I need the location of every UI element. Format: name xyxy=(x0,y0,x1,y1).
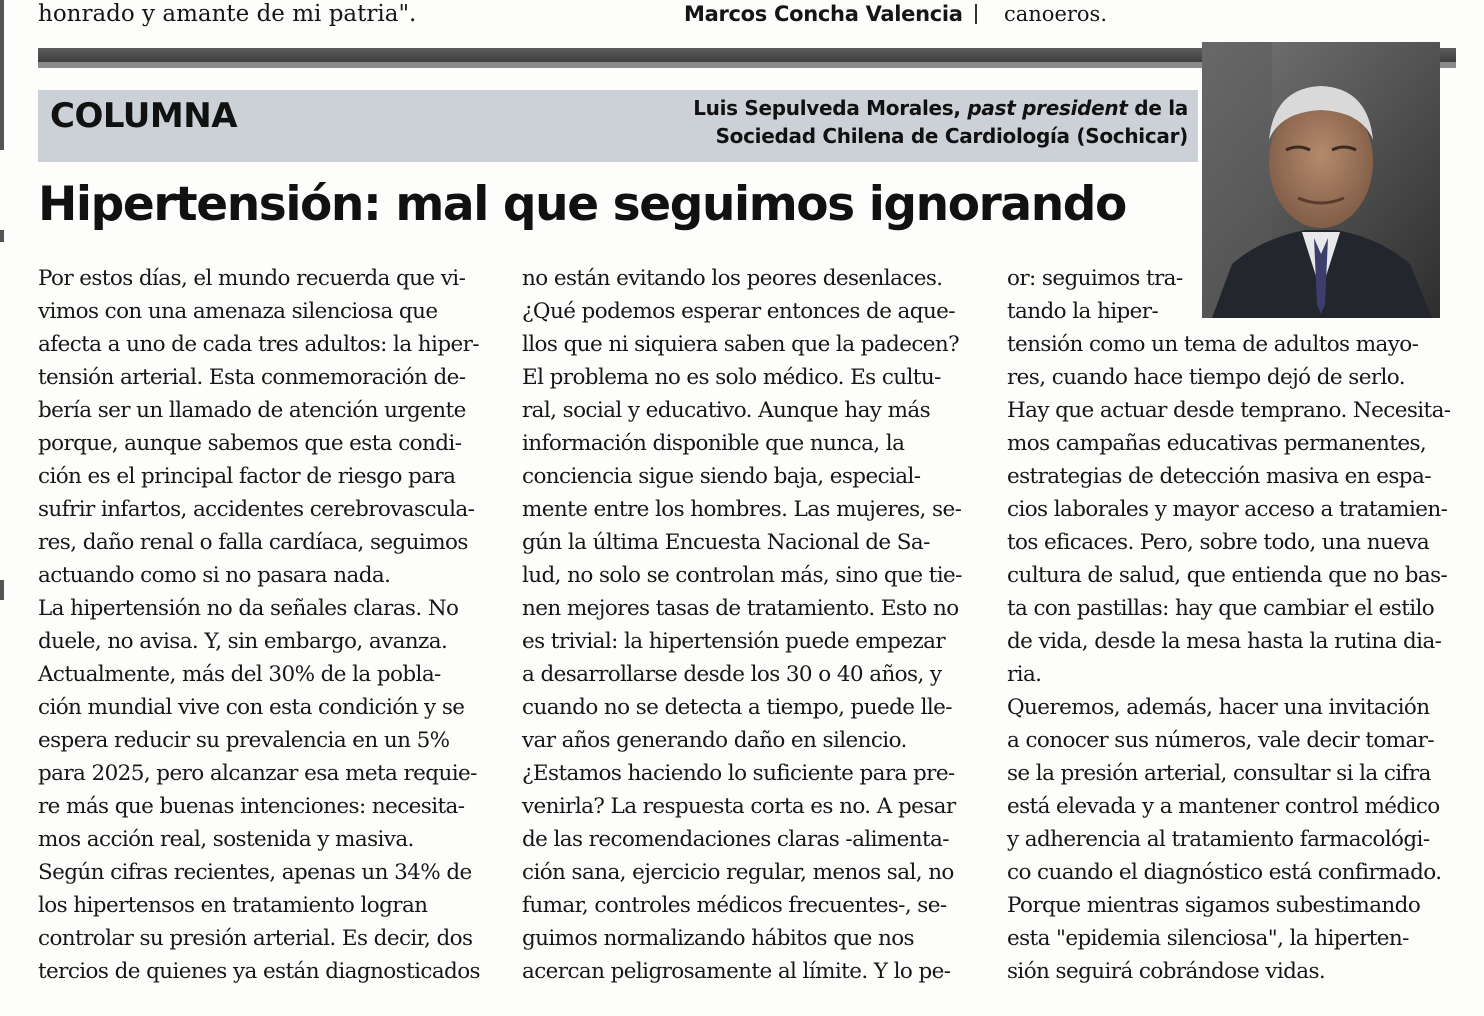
text-line: ¿Estamos haciendo lo suficiente para pre- xyxy=(522,761,955,786)
text-line: espera reducir su prevalencia en un 5% xyxy=(38,728,450,753)
text-line: ta con pastillas: hay que cambiar el estilo xyxy=(1007,596,1435,621)
text-line: La hipertensión no da señales claras. No xyxy=(38,596,459,621)
text-line: tensión como un tema de adultos mayo- xyxy=(1007,332,1419,357)
divider xyxy=(975,4,977,24)
byline xyxy=(693,94,1188,150)
previous-article-strip xyxy=(0,0,1484,34)
text-line: cultura de salud, que entienda que no bas- xyxy=(1007,563,1448,588)
text-line: información disponible que nunca, la xyxy=(522,431,905,456)
text-line: guimos normalizando hábitos que nos xyxy=(522,926,914,951)
text-line: los hipertensos en tratamiento logran xyxy=(38,893,428,918)
text-line: tando la hiper- xyxy=(1007,299,1159,324)
text-line: fumar, controles médicos frecuentes-, se- xyxy=(522,893,947,918)
text-line: tos eficaces. Pero, sobre todo, una nueva xyxy=(1007,530,1430,555)
text-line: Según cifras recientes, apenas un 34% de xyxy=(38,860,472,885)
byline-affiliation-prefix: de la xyxy=(1134,96,1188,120)
text-line: ción mundial vive con esta condición y se xyxy=(38,695,465,720)
byline-affiliation: Sociedad Chilena de Cardiología (Sochicar) xyxy=(715,124,1188,148)
article-column-3 xyxy=(1007,262,1450,988)
text-line: vimos con una amenaza silenciosa que xyxy=(38,299,438,324)
text-line: duele, no avisa. Y, sin embargo, avanza. xyxy=(38,629,448,654)
text-line: venirla? La respuesta corta es no. A pesar xyxy=(522,794,956,819)
text-line: llos que ni siquiera saben que la padecen? xyxy=(522,332,960,357)
gutter-mark xyxy=(0,580,4,600)
article-column-1 xyxy=(38,262,480,988)
text-line: cios laborales y mayor acceso a tratamien- xyxy=(1007,497,1448,522)
text-line: controlar su presión arterial. Es decir, dos xyxy=(38,926,473,951)
text-line: de las recomendaciones claras -alimenta- xyxy=(522,827,949,852)
previous-article-tail: canoeros. xyxy=(1004,2,1108,26)
text-line: var años generando daño en silencio. xyxy=(522,728,907,753)
text-line: tensión arterial. Esta conmemoración de- xyxy=(38,365,466,390)
text-line: nen mejores tasas de tratamiento. Esto no xyxy=(522,596,959,621)
headline: Hipertensión: mal que seguimos ignorando xyxy=(38,177,1126,232)
text-line: ¿Qué podemos esperar entonces de aque- xyxy=(522,299,955,324)
text-line: lud, no solo se controlan más, sino que tie- xyxy=(522,563,962,588)
text-line: Actualmente, más del 30% de la pobla- xyxy=(38,662,441,687)
byline-author: Luis Sepulveda Morales, xyxy=(693,96,961,120)
text-line: sufrir infartos, accidentes cerebrovascula- xyxy=(38,497,475,522)
text-line: re más que buenas intenciones: necesita- xyxy=(38,794,465,819)
text-line: Queremos, además, hacer una invitación xyxy=(1007,695,1430,720)
text-line: para 2025, pero alcanzar esa meta requie- xyxy=(38,761,477,786)
text-line: co cuando el diagnóstico está confirmado. xyxy=(1007,860,1442,885)
text-line: y adherencia al tratamiento farmacológi- xyxy=(1007,827,1430,852)
text-line: a desarrollarse desde los 30 o 40 años, y xyxy=(522,662,942,687)
text-line: es trivial: la hipertensión puede empezar xyxy=(522,629,946,654)
text-line: Porque mientras sigamos subestimando xyxy=(1007,893,1421,918)
gutter-mark xyxy=(0,230,4,242)
text-line: actuando como si no pasara nada. xyxy=(38,563,391,588)
text-line: estrategias de detección masiva en espa- xyxy=(1007,464,1431,489)
text-line: de vida, desde la mesa hasta la rutina dia- xyxy=(1007,629,1442,654)
text-line: se la presión arterial, consultar si la cifra xyxy=(1007,761,1431,786)
text-line: sión seguirá cobrándose vidas. xyxy=(1007,959,1326,984)
text-line: tercios de quienes ya están diagnosticados xyxy=(38,959,480,984)
text-line: a conocer sus números, vale decir tomar- xyxy=(1007,728,1435,753)
previous-article-quote: honrado y amante de mi patria". xyxy=(38,1,417,27)
text-line: afecta a uno de cada tres adultos: la hiper- xyxy=(38,332,479,357)
text-line: cuando no se detecta a tiempo, puede lle- xyxy=(522,695,952,720)
text-line: mos acción real, sostenida y masiva. xyxy=(38,827,414,852)
text-line: gún la última Encuesta Nacional de Sa- xyxy=(522,530,930,555)
page-gutter xyxy=(0,0,6,1016)
text-line: res, daño renal o falla cardíaca, seguimos xyxy=(38,530,468,555)
text-line: ria. xyxy=(1007,662,1042,687)
text-line: esta "epidemia silenciosa", la hiperten- xyxy=(1007,926,1409,951)
text-line: no están evitando los peores desenlaces. xyxy=(522,266,943,291)
text-line: conciencia sigue siendo baja, especial- xyxy=(522,464,921,489)
text-line: or: seguimos tra- xyxy=(1007,266,1183,291)
text-line: ral, social y educativo. Aunque hay más xyxy=(522,398,931,423)
section-label: COLUMNA xyxy=(50,96,238,136)
text-line: Por estos días, el mundo recuerda que vi- xyxy=(38,266,466,291)
text-line: bería ser un llamado de atención urgente xyxy=(38,398,466,423)
text-line: mos campañas educativas permanentes, xyxy=(1007,431,1427,456)
text-line: res, cuando hace tiempo dejó de serlo. xyxy=(1007,365,1405,390)
text-line: ción es el principal factor de riesgo para xyxy=(38,464,456,489)
article-column-2 xyxy=(522,262,962,988)
text-line: mente entre los hombres. Las mujeres, se- xyxy=(522,497,962,522)
text-line: acercan peligrosamente al límite. Y lo pe- xyxy=(522,959,951,984)
text-line: Hay que actuar desde temprano. Necesita- xyxy=(1007,398,1451,423)
byline-role: past president xyxy=(967,96,1128,120)
text-line: porque, aunque sabemos que esta condi- xyxy=(38,431,462,456)
text-line: El problema no es solo médico. Es cultu- xyxy=(522,365,941,390)
previous-article-author: Marcos Concha Valencia xyxy=(684,2,963,26)
text-line: ción sana, ejercicio regular, menos sal, no xyxy=(522,860,954,885)
text-line: está elevada y a mantener control médico xyxy=(1007,794,1440,819)
